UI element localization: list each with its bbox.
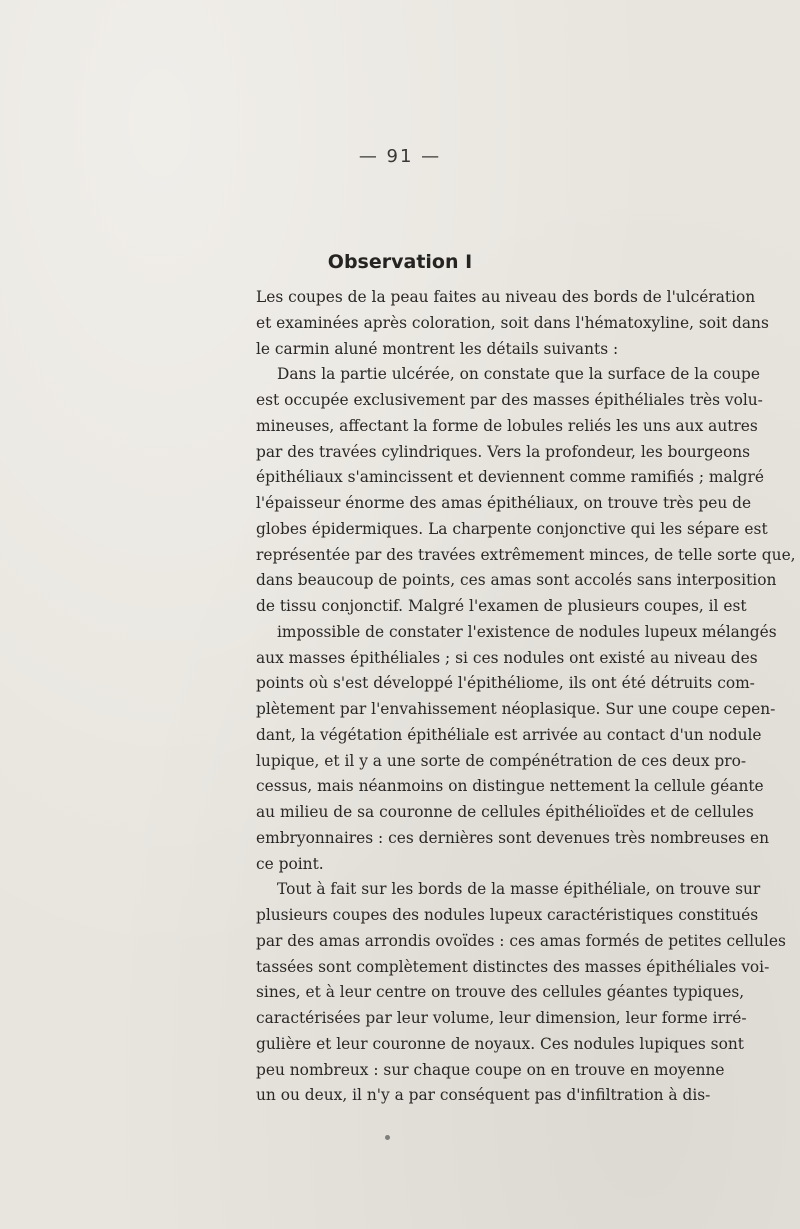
text-line: aux masses épithéliales ; si ces nodules ont existé au niveau des bbox=[256, 648, 758, 667]
text-line: peu nombreux : sur chaque coupe on en trouve en moyenne bbox=[256, 1060, 725, 1079]
page-number: — 91 — bbox=[358, 146, 442, 167]
text-line: au milieu de sa couronne de cellules épithélioïdes et de cellules bbox=[256, 803, 754, 821]
text-line: sines, et à leur centre on trouve des cellules géantes typiques, bbox=[256, 983, 745, 1002]
text-line: par des travées cylindriques. Vers la profondeur, les bourgeons bbox=[256, 442, 751, 461]
text-line: dant, la végétation épithéliale est arrivée au contact d'un nodule bbox=[256, 725, 762, 744]
text-line: globes épidermiques. La charpente conjonctive qui les sépare est bbox=[256, 519, 768, 538]
text-line: de tissu conjonctif. Malgré l'examen de plusieurs coupes, il est bbox=[256, 597, 747, 615]
body-text bbox=[256, 285, 796, 1109]
text-line: Dans la partie ulcérée, on constate que la surface de la coupe bbox=[277, 365, 760, 384]
text-line: plètement par l'envahissement néoplasique. Sur une coupe cepen- bbox=[256, 700, 776, 718]
text-line: caractérisées par leur volume, leur dimension, leur forme irré- bbox=[256, 1009, 747, 1027]
text-line: lupique, et il y a une sorte de compénétration de ces deux pro- bbox=[256, 751, 747, 770]
text-line: et examinées après coloration, soit dans l'hématoxyline, soit dans bbox=[256, 313, 769, 332]
section-heading: Observation I bbox=[327, 251, 473, 273]
ink-spot bbox=[385, 1135, 390, 1140]
text-line: gulière et leur couronne de noyaux. Ces nodules lupiques sont bbox=[256, 1034, 744, 1053]
text-line: dans beaucoup de points, ces amas sont accolés sans interposition bbox=[256, 571, 777, 590]
text-line: un ou deux, il n'y a par conséquent pas d'infiltration à dis- bbox=[256, 1086, 711, 1105]
text-line: points où s'est développé l'épithéliome, ils ont été détruits com- bbox=[256, 674, 755, 693]
text-line: Tout à fait sur les bords de la masse épithéliale, on trouve sur bbox=[277, 880, 761, 899]
text-line: impossible de constater l'existence de nodules lupeux mélangés bbox=[277, 622, 777, 641]
text-line: Les coupes de la peau faites au niveau des bords de l'ulcération bbox=[256, 288, 756, 306]
text-line: épithéliaux s'amincissent et deviennent comme ramifiés ; malgré bbox=[256, 468, 764, 487]
text-line: embryonnaires : ces dernières sont devenues très nombreuses en bbox=[256, 828, 770, 847]
text-line: est occupée exclusivement par des masses épithéliales très volu- bbox=[256, 391, 763, 409]
text-line: par des amas arrondis ovoïdes : ces amas formés de petites cellules bbox=[256, 931, 786, 950]
text-line: plusieurs coupes des nodules lupeux caractéristiques constitués bbox=[256, 906, 759, 924]
text-line: représentée par des travées extrêmement minces, de telle sorte que, bbox=[256, 545, 796, 564]
text-line: cessus, mais néanmoins on distingue nettement la cellule géante bbox=[256, 777, 764, 796]
text-line: ce point. bbox=[256, 854, 324, 873]
text-line: mineuses, affectant la forme de lobules reliés les uns aux autres bbox=[256, 416, 758, 435]
text-line: l'épaisseur énorme des amas épithéliaux, on trouve très peu de bbox=[256, 494, 752, 512]
text-line: le carmin aluné montrent les détails suivants : bbox=[256, 339, 619, 358]
text-line: tassées sont complètement distinctes des masses épithéliales voi- bbox=[256, 957, 770, 976]
